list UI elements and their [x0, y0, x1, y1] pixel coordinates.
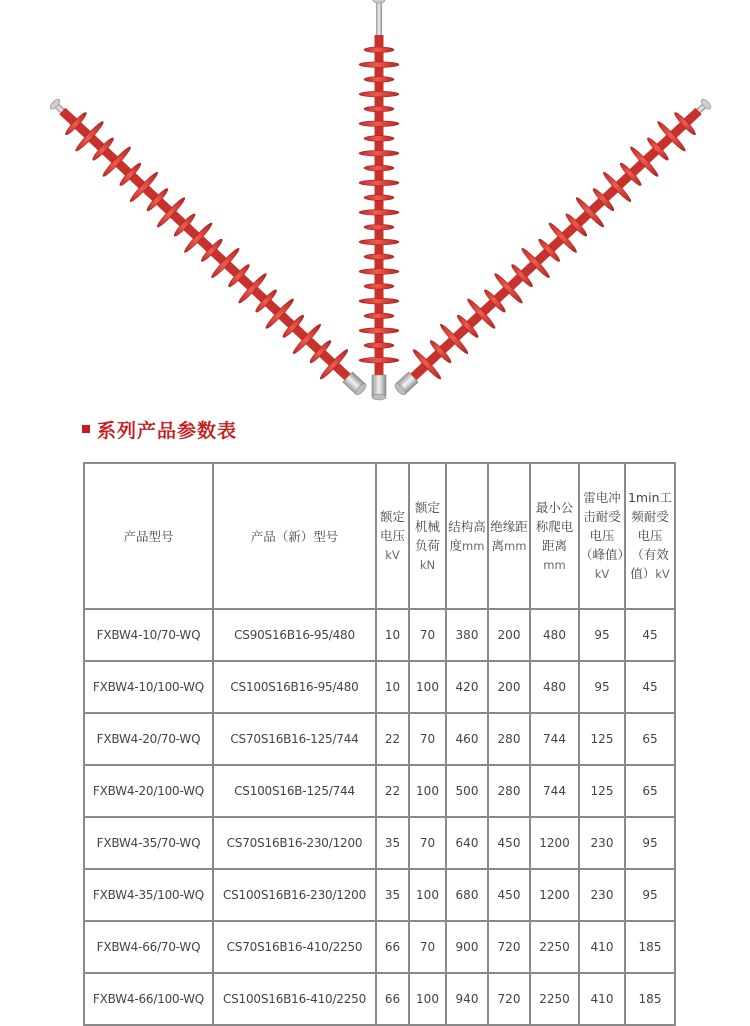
col-structure-height-cell: 460 — [446, 713, 488, 765]
col-power-frequency-cell: 45 — [625, 661, 675, 713]
title-marker-square — [82, 425, 90, 433]
col-structure-height-cell: 900 — [446, 921, 488, 973]
col-new-model-cell: CS70S16B16-230/1200 — [213, 817, 376, 869]
col-rated-load-cell: 70 — [409, 921, 446, 973]
col-lightning-impulse-cell: 125 — [579, 713, 625, 765]
col-new-model-header — [213, 463, 376, 609]
right-insulator — [384, 88, 721, 406]
col-structure-height-cell: 640 — [446, 817, 488, 869]
col-insulation-distance-cell: 450 — [488, 869, 530, 921]
col-rated-load-cell: 70 — [409, 817, 446, 869]
header-label: 1min工频耐受电压（有效值） — [627, 490, 673, 581]
col-insulation-distance-cell: 200 — [488, 661, 530, 713]
col-model-header — [84, 463, 213, 609]
col-model-cell: FXBW4-10/70-WQ — [84, 609, 213, 661]
col-rated-load-cell: 70 — [409, 713, 446, 765]
table-header-row — [84, 463, 675, 609]
col-power-frequency-cell: 65 — [625, 765, 675, 817]
header-unit: mm — [504, 538, 527, 553]
col-insulation-distance-header — [488, 463, 530, 609]
col-new-model-cell: CS100S16B-125/744 — [213, 765, 376, 817]
col-power-frequency-header — [625, 463, 675, 609]
header-label: 产品型号 — [123, 528, 174, 544]
header-unit: kV — [655, 567, 670, 581]
col-lightning-impulse-cell: 410 — [579, 921, 625, 973]
col-model-cell: FXBW4-66/100-WQ — [84, 973, 213, 1025]
col-insulation-distance-cell: 720 — [488, 973, 530, 1025]
table-row — [84, 921, 675, 973]
col-insulation-distance-cell: 720 — [488, 921, 530, 973]
col-creepage-distance-cell: 1200 — [530, 817, 579, 869]
col-new-model-cell: CS100S16B16-95/480 — [213, 661, 376, 713]
col-creepage-distance-cell: 744 — [530, 713, 579, 765]
col-structure-height-cell: 380 — [446, 609, 488, 661]
col-model-cell: FXBW4-20/70-WQ — [84, 713, 213, 765]
col-power-frequency-cell: 65 — [625, 713, 675, 765]
col-creepage-distance-cell: 2250 — [530, 973, 579, 1025]
header-label: 额定电压 — [379, 509, 405, 543]
header-label: 最小公称爬电距离 — [535, 499, 574, 553]
section-title-text: 系列产品参数表 — [97, 419, 238, 442]
col-power-frequency-cell: 185 — [625, 921, 675, 973]
table-row — [84, 661, 675, 713]
col-lightning-impulse-cell: 125 — [579, 765, 625, 817]
col-lightning-impulse-cell: 230 — [579, 869, 625, 921]
col-rated-voltage-cell: 66 — [376, 921, 409, 973]
col-rated-voltage-cell: 66 — [376, 973, 409, 1025]
center-insulator — [359, 0, 399, 400]
header-label: 绝缘距离 — [490, 518, 528, 553]
col-power-frequency-cell: 95 — [625, 869, 675, 921]
col-rated-load-cell: 100 — [409, 973, 446, 1025]
header-unit: mm — [543, 557, 566, 572]
section-title — [82, 414, 237, 444]
table-row — [84, 609, 675, 661]
col-rated-voltage-header — [376, 463, 409, 609]
col-rated-load-header — [409, 463, 446, 609]
col-rated-voltage-cell: 35 — [376, 817, 409, 869]
col-rated-load-cell: 70 — [409, 609, 446, 661]
col-insulation-distance-cell: 200 — [488, 609, 530, 661]
table-row — [84, 973, 675, 1025]
header-label: 雷电冲击耐受电压（峰值） — [580, 490, 631, 562]
col-structure-height-cell: 420 — [446, 661, 488, 713]
col-insulation-distance-cell: 450 — [488, 817, 530, 869]
col-model-cell: FXBW4-10/100-WQ — [84, 661, 213, 713]
col-creepage-distance-cell: 480 — [530, 609, 579, 661]
col-rated-voltage-cell: 10 — [376, 661, 409, 713]
col-power-frequency-cell: 45 — [625, 609, 675, 661]
table-row — [84, 869, 675, 921]
col-lightning-impulse-header — [579, 463, 631, 609]
table-row — [84, 713, 675, 765]
header-unit: mm — [462, 538, 485, 553]
header-unit: kN — [419, 557, 436, 572]
left-insulator — [39, 88, 376, 406]
col-power-frequency-cell: 185 — [625, 973, 675, 1025]
col-lightning-impulse-cell: 230 — [579, 817, 625, 869]
col-new-model-cell: CS90S16B16-95/480 — [213, 609, 376, 661]
col-creepage-distance-cell: 2250 — [530, 921, 579, 973]
header-unit: kV — [594, 567, 610, 581]
col-structure-height-cell: 940 — [446, 973, 488, 1025]
col-new-model-cell: CS70S16B16-410/2250 — [213, 921, 376, 973]
table-row — [84, 765, 675, 817]
table-body — [84, 609, 675, 1025]
col-rated-voltage-cell: 35 — [376, 869, 409, 921]
product-parameter-table — [83, 462, 676, 1026]
col-lightning-impulse-cell: 95 — [579, 661, 625, 713]
header-unit: kV — [385, 548, 400, 562]
col-lightning-impulse-cell: 95 — [579, 609, 625, 661]
col-structure-height-cell: 680 — [446, 869, 488, 921]
col-model-cell: FXBW4-20/100-WQ — [84, 765, 213, 817]
col-structure-height-cell: 500 — [446, 765, 488, 817]
col-rated-load-cell: 100 — [409, 869, 446, 921]
header-label: 产品（新）型号 — [250, 528, 339, 544]
col-rated-load-cell: 100 — [409, 661, 446, 713]
col-model-cell: FXBW4-35/70-WQ — [84, 817, 213, 869]
col-model-cell: FXBW4-66/70-WQ — [84, 921, 213, 973]
col-insulation-distance-cell: 280 — [488, 765, 530, 817]
col-creepage-distance-cell: 1200 — [530, 869, 579, 921]
col-power-frequency-cell: 95 — [625, 817, 675, 869]
col-new-model-cell: CS100S16B16-230/1200 — [213, 869, 376, 921]
col-rated-load-cell: 100 — [409, 765, 446, 817]
col-insulation-distance-cell: 280 — [488, 713, 530, 765]
col-creepage-distance-cell: 480 — [530, 661, 579, 713]
col-new-model-cell: CS100S16B16-410/2250 — [213, 973, 376, 1025]
col-creepage-distance-header — [530, 463, 579, 609]
col-rated-voltage-cell: 10 — [376, 609, 409, 661]
table-row — [84, 817, 675, 869]
col-new-model-cell: CS70S16B16-125/744 — [213, 713, 376, 765]
col-rated-voltage-cell: 22 — [376, 713, 409, 765]
col-lightning-impulse-cell: 410 — [579, 973, 625, 1025]
insulator-product-image — [0, 0, 750, 405]
col-creepage-distance-cell: 744 — [530, 765, 579, 817]
col-model-cell: FXBW4-35/100-WQ — [84, 869, 213, 921]
header-label: 结构高度 — [448, 518, 486, 553]
col-structure-height-header — [446, 463, 488, 609]
col-rated-voltage-cell: 22 — [376, 765, 409, 817]
header-label: 额定机械负荷 — [414, 499, 440, 553]
